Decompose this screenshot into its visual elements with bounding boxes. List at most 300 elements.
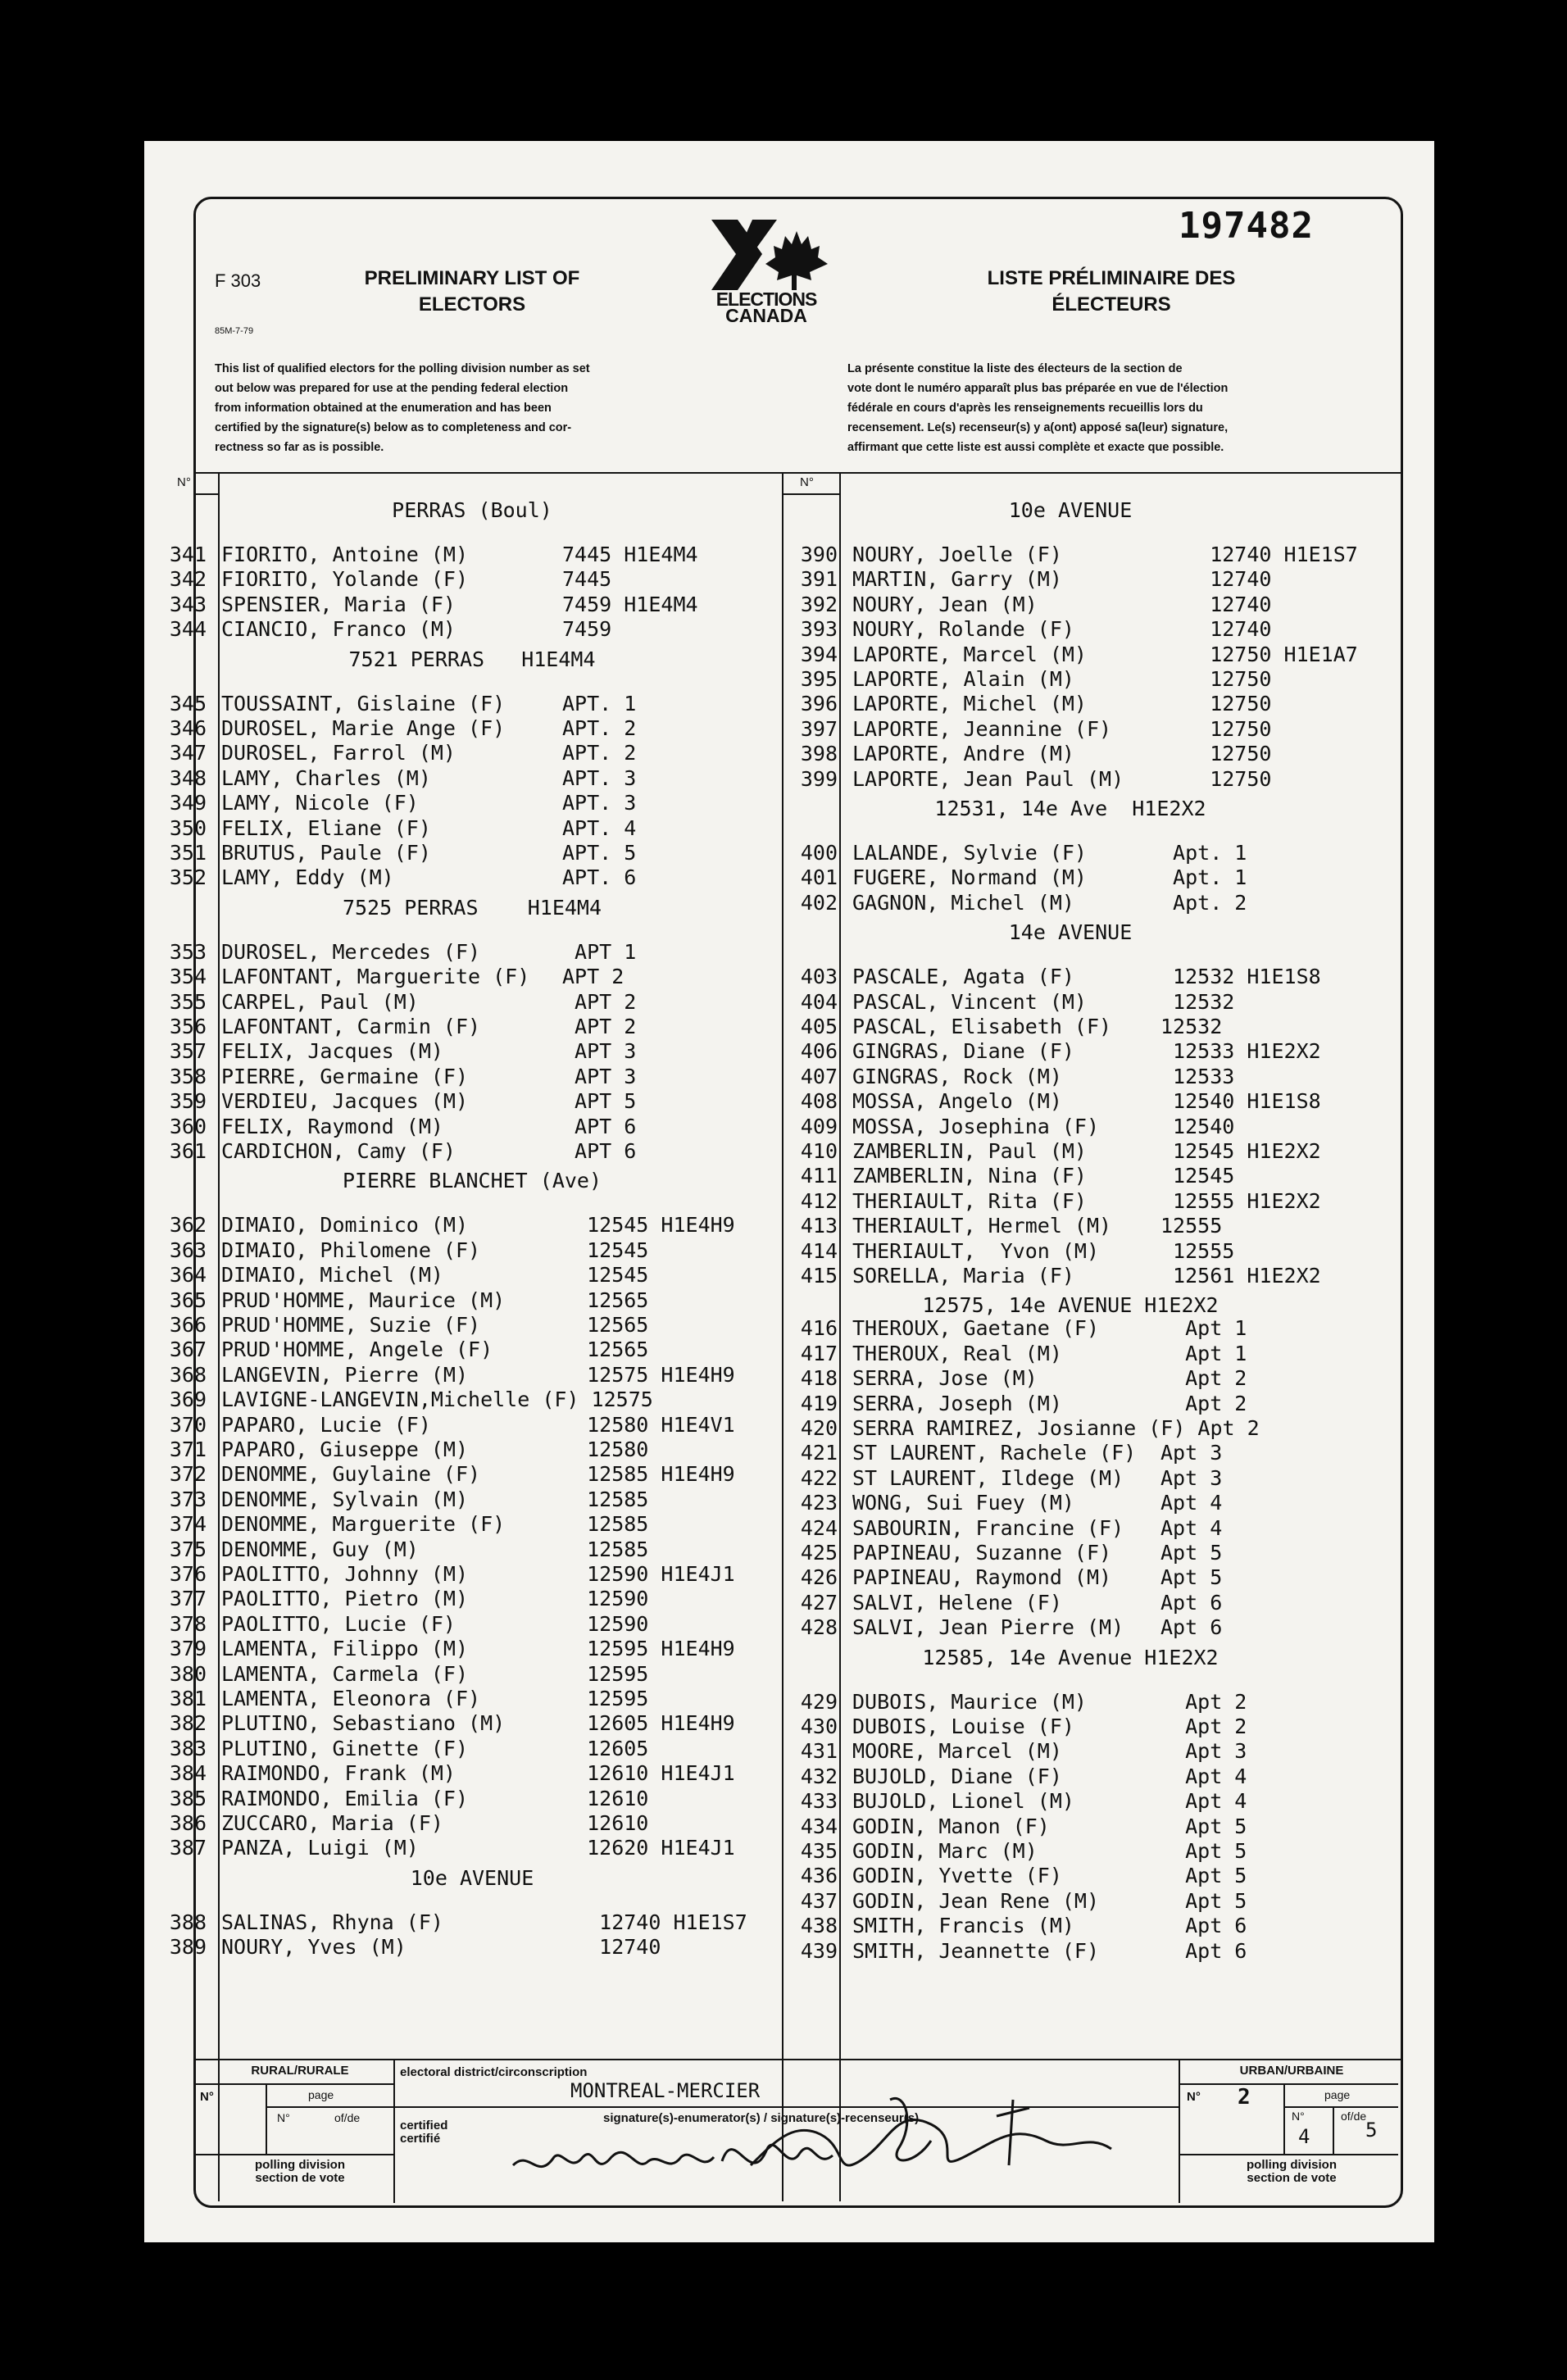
- elector-row: [144, 1089, 800, 1114]
- elector-number: 421: [800, 1441, 838, 1465]
- elector-name: CARDICHON, Camy (F): [221, 1139, 456, 1163]
- elector-number: 428: [800, 1615, 838, 1640]
- intro-french-line: fédérale en cours d'après les renseignements recueillis lors du: [847, 402, 1203, 415]
- logo-text-elections: ELECTIONS: [715, 288, 817, 310]
- elector-number: 417: [800, 1341, 838, 1365]
- elector-name: MARTIN, Garry (M): [852, 567, 1062, 592]
- elector-name: GODIN, Jean Rene (M): [852, 1888, 1100, 1913]
- elector-row: [775, 1914, 1398, 1938]
- intro-english-line: This list of qualified electors for the polling division number as set: [215, 362, 590, 375]
- street-heading: 10e AVENUE: [410, 1865, 534, 1890]
- elector-row: [775, 543, 1398, 567]
- elector-number: 384: [169, 1761, 207, 1786]
- elector-number: 401: [800, 865, 838, 890]
- elector-number: 357: [169, 1039, 207, 1064]
- elector-name: GINGRAS, Rock (M): [852, 1064, 1062, 1088]
- elector-address: 12533 H1E2X2: [1160, 1039, 1321, 1064]
- elector-number: 365: [169, 1288, 207, 1312]
- elector-number: 437: [800, 1888, 838, 1913]
- urban-no-label: N°: [1187, 2090, 1201, 2104]
- footer-top-rule: [193, 2059, 1401, 2060]
- elector-address: APT 1: [562, 939, 637, 964]
- elector-address: APT. 3: [562, 791, 637, 815]
- elector-row: [775, 667, 1398, 692]
- elector-number: 358: [169, 1064, 207, 1088]
- elector-name: LAPORTE, Alain (M): [852, 667, 1074, 691]
- urban-polling-line-2: section de vote: [1247, 2171, 1337, 2185]
- elector-address: Apt 5: [1160, 1888, 1247, 1913]
- elector-address: 12610: [562, 1786, 649, 1810]
- elector-address: APT 3: [562, 1039, 637, 1064]
- elector-row: [775, 1939, 1398, 1964]
- elector-name: LAMY, Charles (M): [221, 765, 431, 790]
- elector-name: PRUD'HOMME, Maurice (M): [221, 1288, 506, 1312]
- elector-name: PAOLITTO, Johnny (M): [221, 1562, 469, 1586]
- elector-address: Apt 4: [1160, 1789, 1247, 1814]
- intro-french-line: La présente constitue la liste des électeurs de la section de: [847, 362, 1183, 375]
- elector-name: CIANCIO, Franco (M): [221, 617, 456, 642]
- elector-address: 12532: [1160, 1015, 1223, 1038]
- elector-address: 12750 H1E1A7: [1160, 642, 1358, 666]
- elector-number: 404: [800, 989, 838, 1014]
- elector-address: 12590 H1E4J1: [562, 1562, 735, 1586]
- elector-address: 12540: [1160, 1114, 1235, 1138]
- elector-number: 418: [800, 1366, 838, 1391]
- elector-row: [144, 1065, 800, 1089]
- elector-address: 12610 H1E4J1: [562, 1761, 735, 1786]
- elector-name: PASCAL, Vincent (M): [852, 989, 1087, 1014]
- street-heading: 14e AVENUE: [1008, 920, 1133, 945]
- elector-address: 7459: [562, 617, 612, 642]
- elector-address: 12595: [562, 1661, 649, 1686]
- elector-address: Apt 2: [1160, 1715, 1247, 1738]
- elector-address: 12545: [1160, 1164, 1235, 1188]
- elector-number: 378: [169, 1611, 207, 1636]
- elector-row: [775, 1416, 1398, 1441]
- elector-row: [775, 1491, 1398, 1515]
- elector-number: 398: [800, 742, 838, 766]
- elector-row: [775, 1839, 1398, 1864]
- elector-row: [144, 1512, 800, 1537]
- elector-number: 353: [169, 939, 207, 964]
- elector-number: 422: [800, 1465, 838, 1490]
- elector-name: TOUSSAINT, Gislaine (F): [221, 691, 506, 715]
- elector-address: APT 6: [562, 1139, 637, 1163]
- elector-name: SPENSIER, Maria (F): [221, 592, 456, 616]
- rural-page-label: page: [308, 2088, 334, 2101]
- elector-number: 432: [800, 1764, 838, 1788]
- elector-name: PAPARO, Lucie (F): [221, 1412, 431, 1437]
- elector-name: THEROUX, Gaetane (F): [852, 1316, 1100, 1341]
- elector-row: [775, 1789, 1398, 1814]
- elector-name: LAMENTA, Carmela (F): [221, 1661, 469, 1686]
- elector-number: 438: [800, 1914, 838, 1938]
- elector-name: PAPARO, Giuseppe (M): [221, 1438, 469, 1461]
- elector-row: [775, 865, 1398, 890]
- elector-name: PIERRE, Germaine (F): [221, 1064, 469, 1088]
- elector-address: 12545: [562, 1263, 649, 1288]
- elector-number: 369: [169, 1388, 207, 1412]
- elector-row: [775, 1392, 1398, 1416]
- elector-number: 394: [800, 642, 838, 666]
- elector-row: [775, 965, 1398, 989]
- elector-number: 402: [800, 890, 838, 915]
- elector-name: SERRA RAMIREZ, Josianne (F) Apt 2: [852, 1416, 1260, 1440]
- street-heading: 12531, 14e Ave H1E2X2: [934, 797, 1206, 820]
- certified-label: [400, 2119, 447, 2146]
- footer-rural-bottom-rule: [193, 2154, 394, 2155]
- elector-row: [775, 891, 1398, 915]
- elector-address: Apt 3: [1160, 1739, 1247, 1764]
- elector-address: Apt 4: [1160, 1515, 1223, 1540]
- elector-number: 375: [169, 1537, 207, 1561]
- elector-row: [775, 1765, 1398, 1789]
- elector-name: LAMENTA, Eleonora (F): [221, 1687, 481, 1710]
- rural-polling-label: [210, 2159, 390, 2185]
- elector-row: [144, 692, 800, 716]
- elector-address: APT. 1: [562, 691, 637, 715]
- elector-address: 12740: [1160, 592, 1272, 616]
- elector-name: PLUTINO, Ginette (F): [221, 1736, 469, 1760]
- elector-address: 12750: [1160, 742, 1272, 766]
- elector-number: 354: [169, 965, 207, 989]
- elector-address: 12595: [562, 1687, 649, 1710]
- elector-number: 366: [169, 1313, 207, 1337]
- elector-name: MOSSA, Angelo (M): [852, 1089, 1062, 1114]
- elector-address: 12555: [1160, 1238, 1235, 1263]
- elector-name: SABOURIN, Francine (F): [852, 1515, 1124, 1540]
- elector-number: 439: [800, 1938, 838, 1963]
- elector-name: DENOMME, Guy (M): [221, 1537, 419, 1561]
- title-english-line-2: ELECTORS: [418, 293, 526, 316]
- elector-address: 12590: [562, 1587, 649, 1611]
- elector-number: 410: [800, 1139, 838, 1163]
- elector-number: 367: [169, 1338, 207, 1362]
- number-header-rule-right: [782, 493, 841, 495]
- elector-number: 414: [800, 1238, 838, 1263]
- elector-number: 359: [169, 1089, 207, 1114]
- footer-rural-divider: [266, 2083, 267, 2154]
- elector-address: Apt 3: [1160, 1441, 1223, 1465]
- elector-name: FELIX, Jacques (M): [221, 1039, 443, 1064]
- elector-number: 390: [800, 543, 838, 566]
- elector-address: 12610: [562, 1811, 649, 1835]
- elector-number: 368: [169, 1362, 207, 1387]
- elector-address: 12585: [562, 1487, 649, 1511]
- elector-row: [775, 1615, 1398, 1640]
- elector-address: Apt 1: [1160, 1316, 1247, 1341]
- elector-name: FIORITO, Yolande (F): [221, 567, 469, 592]
- elector-row: [775, 1039, 1398, 1064]
- elector-row: [144, 940, 800, 965]
- intro-english-line: rectness so far as is possible.: [215, 441, 384, 454]
- elector-row: [775, 1864, 1398, 1888]
- elector-name: MOSSA, Josephina (F): [852, 1114, 1100, 1138]
- elector-name: LALANDE, Sylvie (F): [852, 841, 1087, 865]
- elector-row: [144, 617, 800, 642]
- elector-name: SERRA, Joseph (M): [852, 1391, 1062, 1415]
- elector-row: [775, 1565, 1398, 1590]
- elector-row: [775, 1214, 1398, 1238]
- elector-name: LAMY, Eddy (M): [221, 865, 394, 890]
- elector-name: RAIMONDO, Frank (M): [221, 1761, 456, 1786]
- elector-number: 342: [169, 567, 207, 592]
- title-english-line-1: PRELIMINARY LIST OF: [364, 267, 580, 289]
- elector-name: LAPORTE, Jeannine (F): [852, 716, 1112, 741]
- elector-name: NOURY, Jean (M): [852, 592, 1038, 616]
- elector-row: [775, 1889, 1398, 1914]
- elector-name: LAPORTE, Jean Paul (M): [852, 766, 1124, 791]
- elector-address: Apt 5: [1160, 1864, 1247, 1888]
- footer-urban-page-divider: [1333, 2106, 1334, 2154]
- elector-name: PAPINEAU, Raymond (M): [852, 1565, 1112, 1590]
- elector-row: [144, 593, 800, 617]
- elector-name: THERIAULT, Yvon (M): [852, 1238, 1100, 1263]
- elector-address: 12750: [1160, 692, 1272, 716]
- elector-row: [144, 1015, 800, 1039]
- rural-of-label: of/de: [334, 2111, 361, 2124]
- elector-number: 360: [169, 1114, 207, 1138]
- elector-number: 430: [800, 1715, 838, 1738]
- elector-row: [775, 1541, 1398, 1565]
- elector-name: DIMAIO, Michel (M): [221, 1263, 443, 1288]
- elector-address: Apt 3: [1160, 1465, 1223, 1490]
- elector-address: 12545 H1E2X2: [1160, 1139, 1321, 1163]
- elector-name: LAPORTE, Marcel (M): [852, 642, 1087, 666]
- intro-english-line: certified by the signature(s) below as to completeness and cor-: [215, 421, 572, 434]
- elector-address: 12555: [1160, 1214, 1223, 1238]
- elector-name: THEROUX, Real (M): [852, 1341, 1062, 1365]
- elector-address: 12561 H1E2X2: [1160, 1264, 1321, 1288]
- elector-number: 413: [800, 1214, 838, 1238]
- elector-address: 12740: [1160, 567, 1272, 592]
- elector-name: ZAMBERLIN, Nina (F): [852, 1164, 1087, 1188]
- elector-row: [144, 1313, 800, 1338]
- elector-name: FELIX, Eliane (F): [221, 815, 431, 840]
- elector-row: [144, 1388, 800, 1412]
- elector-row: [144, 1811, 800, 1836]
- elector-address: 12605 H1E4H9: [562, 1711, 735, 1736]
- elector-address: 12545: [562, 1238, 649, 1262]
- elector-number: 416: [800, 1316, 838, 1341]
- elector-address: APT. 5: [562, 841, 637, 865]
- elector-address: APT 5: [562, 1089, 637, 1114]
- rural-polling-line-1: polling division: [255, 2158, 345, 2172]
- elector-row: [144, 1910, 800, 1935]
- elector-name: GODIN, Manon (F): [852, 1814, 1050, 1838]
- elector-name: LAMY, Nicole (F): [221, 791, 419, 815]
- elector-address: 7459 H1E4M4: [562, 592, 698, 616]
- elector-row: [144, 1562, 800, 1587]
- elector-number: 377: [169, 1587, 207, 1611]
- elector-row: [775, 1264, 1398, 1288]
- elector-address: 12585: [562, 1537, 649, 1561]
- elector-row: [775, 1089, 1398, 1114]
- urban-of-value: 5: [1365, 2119, 1378, 2142]
- elector-address: 12565: [562, 1338, 649, 1362]
- elector-address: 12740: [1160, 617, 1272, 642]
- urban-page-no-label: N°: [1292, 2110, 1305, 2123]
- elector-number: 383: [169, 1736, 207, 1760]
- elector-number: 362: [169, 1213, 207, 1238]
- elector-row: [144, 816, 800, 841]
- elector-name: WONG, Sui Fuey (M): [852, 1491, 1074, 1515]
- elector-address: APT 3: [562, 1064, 637, 1088]
- elector-name: DENOMME, Guylaine (F): [221, 1462, 481, 1487]
- elector-address: 12575 H1E4H9: [562, 1362, 735, 1387]
- footer-rural-page-rule: [266, 2106, 394, 2108]
- elector-name: VERDIEU, Jacques (M): [221, 1089, 469, 1114]
- elector-address: Apt 1: [1160, 1341, 1247, 1365]
- elector-row: [775, 1441, 1398, 1465]
- elector-number: 380: [169, 1661, 207, 1686]
- elector-number: 355: [169, 989, 207, 1014]
- elector-number: 344: [169, 617, 207, 642]
- elector-address: 12533: [1160, 1064, 1235, 1088]
- elector-number: 425: [800, 1541, 838, 1565]
- elector-name: SORELLA, Maria (F): [852, 1264, 1074, 1288]
- elector-name: GAGNON, Michel (M): [852, 890, 1074, 915]
- intro-english: [215, 359, 731, 457]
- elector-address: APT. 2: [562, 741, 637, 765]
- elector-number: 376: [169, 1562, 207, 1586]
- number-header-rule-left: [193, 493, 220, 495]
- elector-number: 433: [800, 1789, 838, 1814]
- elector-row: [144, 1711, 800, 1736]
- elector-row: [144, 1338, 800, 1362]
- elector-row: [775, 643, 1398, 667]
- elector-number: 347: [169, 741, 207, 765]
- street-heading: PERRAS (Boul): [392, 498, 552, 522]
- elector-address: 12590: [562, 1611, 649, 1636]
- urban-page-label: page: [1324, 2088, 1351, 2101]
- elector-row: [144, 766, 800, 791]
- elector-row: [775, 593, 1398, 617]
- elector-row: [144, 1488, 800, 1512]
- elector-row: [775, 841, 1398, 865]
- elector-number: 381: [169, 1687, 207, 1710]
- elector-number: 349: [169, 791, 207, 815]
- rural-label: RURAL/RURALE: [251, 2064, 349, 2078]
- elector-address: Apt 6: [1160, 1914, 1247, 1938]
- elector-number: 406: [800, 1039, 838, 1064]
- elector-row: [775, 1015, 1398, 1039]
- elector-row: [144, 1139, 800, 1164]
- elector-name: LAMENTA, Filippo (M): [221, 1637, 469, 1661]
- elector-name: BRUTUS, Paule (F): [221, 841, 431, 865]
- elector-name: LAFONTANT, Marguerite (F): [221, 965, 530, 989]
- elector-number: 387: [169, 1836, 207, 1860]
- elector-name: PRUD'HOMME, Angele (F): [221, 1338, 493, 1362]
- street-heading: 7521 PERRAS H1E4M4: [348, 647, 596, 671]
- elector-row: [144, 1039, 800, 1064]
- certified-line-en: certified: [400, 2119, 448, 2132]
- urban-of-label: of/de: [1341, 2110, 1367, 2123]
- elector-number: 379: [169, 1637, 207, 1661]
- elector-number: 386: [169, 1811, 207, 1835]
- elector-address: 12532 H1E1S8: [1160, 965, 1321, 989]
- elector-number: 436: [800, 1864, 838, 1888]
- street-heading: 12585, 14e Avenue H1E2X2: [922, 1645, 1219, 1669]
- elector-name: RAIMONDO, Emilia (F): [221, 1786, 469, 1810]
- elector-address: 12580: [562, 1438, 649, 1461]
- table-top-rule: [193, 472, 1401, 474]
- elector-name: GINGRAS, Diane (F): [852, 1039, 1074, 1064]
- elector-number: 429: [800, 1689, 838, 1714]
- elector-row: [144, 990, 800, 1015]
- elector-address: 12532: [1160, 989, 1235, 1014]
- elector-number: 373: [169, 1487, 207, 1511]
- elector-row: [144, 1288, 800, 1313]
- elector-row: [144, 1662, 800, 1687]
- elector-name: LAPORTE, Michel (M): [852, 692, 1087, 716]
- elector-name: DENOMME, Marguerite (F): [221, 1512, 506, 1537]
- district-label: electoral district/circonscription: [400, 2065, 588, 2079]
- elector-number: 388: [169, 1910, 207, 1934]
- elector-row: [144, 1761, 800, 1786]
- footer-rural-rule: [193, 2083, 394, 2085]
- elector-address: Apt 5: [1160, 1541, 1223, 1565]
- elector-number: 364: [169, 1263, 207, 1288]
- elector-address: Apt 6: [1160, 1938, 1247, 1963]
- elector-row: [144, 1263, 800, 1288]
- elector-address: APT 2: [562, 989, 637, 1014]
- elector-address: 12545 H1E4H9: [562, 1213, 735, 1238]
- elector-number: 382: [169, 1711, 207, 1736]
- elector-name: NOURY, Joelle (F): [852, 543, 1062, 566]
- elector-address: Apt 2: [1160, 1391, 1247, 1415]
- elector-name: DUBOIS, Louise (F): [852, 1715, 1074, 1738]
- urban-polling-line-1: polling division: [1247, 2158, 1337, 2172]
- elector-address: 12750: [1160, 667, 1272, 691]
- elector-address: Apt 2: [1160, 1689, 1247, 1714]
- elector-name: PAPINEAU, Suzanne (F): [852, 1541, 1112, 1565]
- elector-name: DUROSEL, Farrol (M): [221, 741, 456, 765]
- elector-row: [775, 1366, 1398, 1391]
- elector-row: [775, 1065, 1398, 1089]
- elector-number: 405: [800, 1015, 838, 1038]
- elector-number: 408: [800, 1089, 838, 1114]
- elector-number: 393: [800, 617, 838, 642]
- elector-row: [775, 1342, 1398, 1366]
- elector-address: APT. 2: [562, 716, 637, 740]
- elector-row: [144, 1836, 800, 1860]
- intro-english-line: from information obtained at the enumeration and has been: [215, 402, 552, 415]
- signature-label: signature(s)-enumerator(s) / signature(s)-recenseur(s): [603, 2111, 920, 2125]
- elector-name: DUROSEL, Marie Ange (F): [221, 716, 506, 740]
- elector-name: CARPEL, Paul (M): [221, 989, 419, 1014]
- elector-address: 12750: [1160, 766, 1272, 791]
- elector-name: LAPORTE, Andre (M): [852, 742, 1074, 766]
- elector-name: LANGEVIN, Pierre (M): [221, 1362, 469, 1387]
- title-french-line-1: LISTE PRÉLIMINAIRE DES: [987, 267, 1236, 289]
- elector-row: [144, 865, 800, 890]
- elector-row: [144, 1587, 800, 1611]
- elector-number: 351: [169, 841, 207, 865]
- elector-row: [144, 1787, 800, 1811]
- certified-line-fr: certifié: [400, 2132, 441, 2146]
- elector-row: [775, 1316, 1398, 1341]
- elector-number: 348: [169, 765, 207, 790]
- elector-name: SMITH, Jeannette (F): [852, 1938, 1100, 1963]
- elector-name: DENOMME, Sylvain (M): [221, 1487, 469, 1511]
- elector-address: 12740 H1E1S7: [562, 1910, 747, 1934]
- elector-number: 372: [169, 1462, 207, 1487]
- elector-name: MOORE, Marcel (M): [852, 1739, 1062, 1764]
- elector-number: 419: [800, 1391, 838, 1415]
- elector-row: [775, 1690, 1398, 1715]
- intro-english-line: out below was prepared for use at the pending federal election: [215, 382, 569, 395]
